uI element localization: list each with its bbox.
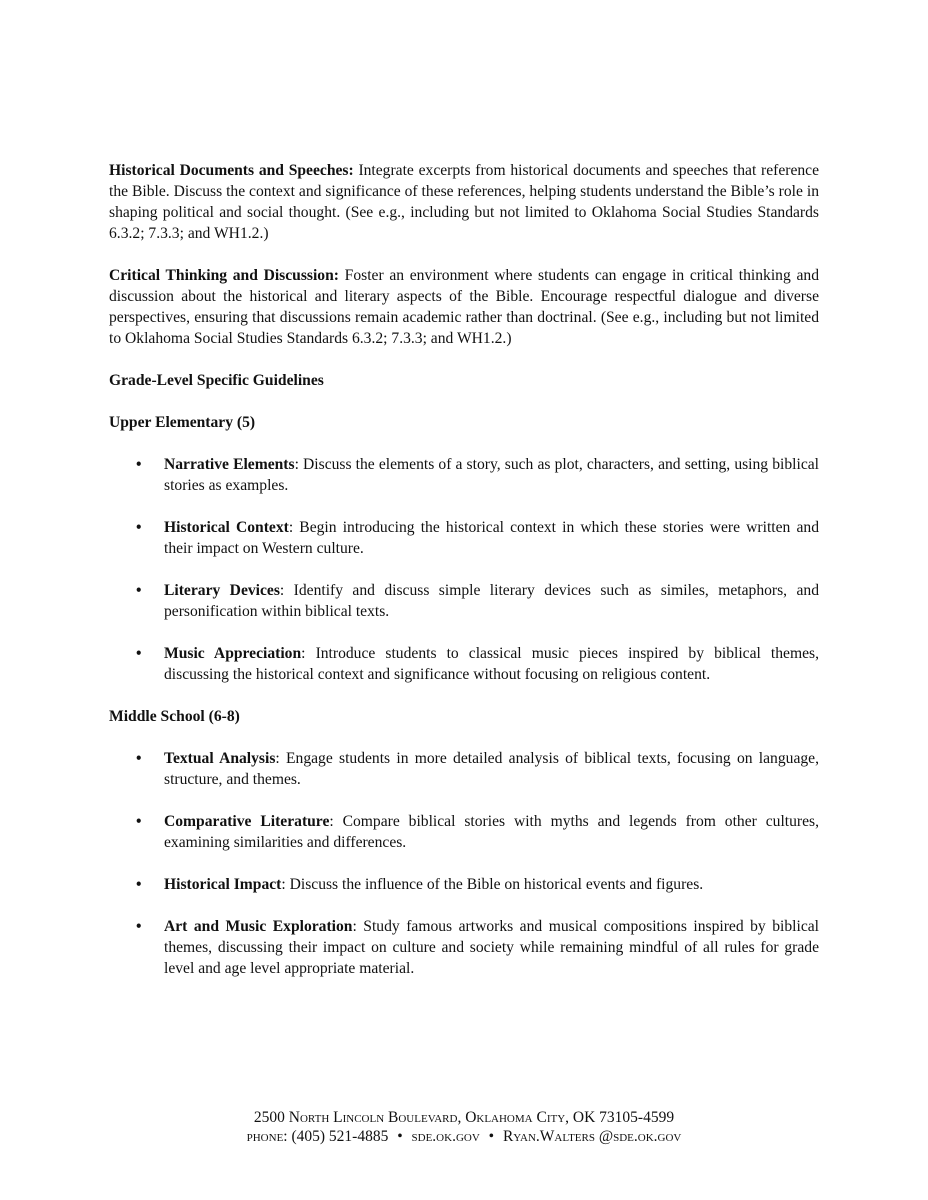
upper-elementary-list [109,454,819,685]
list-item-text: : Discuss the elements of a story, such as plot, characters, and setting, using biblical stories as examples. [164,456,819,494]
list-item-text: : Study famous artworks and musical compositions inspired by biblical themes, discussing their impact on culture and society while remaining mindful of all rules for grade level and age level appropriate material. [164,918,819,977]
list-item-title: Music Appreciation [164,645,302,662]
list-item [109,517,819,559]
footer-website: sde.ok.gov [411,1128,480,1145]
bullet-icon: • [136,813,142,830]
list-item-text: : Identify and discuss simple literary devices such as similes, metaphors, and personification within biblical texts. [164,582,819,620]
list-item-title: Textual Analysis [164,750,276,767]
footer-separator: • [397,1128,403,1145]
list-item [109,811,819,853]
middle-school-heading: Middle School (6-8) [109,708,240,725]
bullet-icon: • [136,918,142,935]
list-item-title: Comparative Literature [164,813,330,830]
critical-thinking-title: Critical Thinking and Discussion: [109,267,339,284]
list-item-title: Literary Devices [164,582,280,599]
list-item [109,874,819,895]
list-item-title: Historical Context [164,519,289,536]
critical-thinking-text: Foster an environment where students can engage in critical thinking and discussion about the historical and literary aspects of the Bible. Encourage respectful dialogue and diverse perspectives, ensuring that discussions remain academic rather than doctrinal. (See e.g., including but not limited to Oklahoma Social Studies Standards 6.3.2; 7.3.3; and WH1.2.) [109,267,819,347]
list-item-title: Art and Music Exploration [164,918,353,935]
letterhead-footer [0,1108,928,1146]
bullet-icon: • [136,456,142,473]
list-item-text: : Engage students in more detailed analysis of biblical texts, focusing on language, structure, and themes. [164,750,819,788]
footer-address: 2500 North Lincoln Boulevard, Oklahoma City, OK 73105-4599 [253,1109,675,1126]
middle-school-list [109,748,819,979]
footer-separator: • [488,1128,495,1145]
list-item [109,580,819,622]
bullet-icon: • [136,582,142,599]
list-item [109,748,819,790]
list-item-text: : Begin introducing the historical context in which these stories were written and their impact on Western culture. [164,519,820,557]
list-item [109,916,819,979]
critical-thinking-paragraph [109,265,819,349]
footer-contact-line [0,1127,928,1146]
grade-level-heading: Grade-Level Specific Guidelines [109,372,324,389]
document-body [109,160,819,1000]
upper-elementary-heading: Upper Elementary (5) [109,414,256,431]
footer-email: Ryan.Walters @sde.ok.gov [502,1128,682,1145]
list-item-title: Historical Impact [164,876,282,893]
list-item-text: : Compare biblical stories with myths and legends from other cultures, examining similarities and differences. [164,813,819,851]
bullet-icon: • [136,876,142,893]
bullet-icon: • [136,750,142,767]
footer-phone: phone: (405) 521-4885 [246,1128,389,1145]
list-item-text: : Introduce students to classical music pieces inspired by biblical themes, discussing the historical context and significance without focusing on religious content. [164,645,819,683]
list-item-text: : Discuss the influence of the Bible on historical events and figures. [281,876,704,893]
list-item [109,643,819,685]
historical-documents-text: Integrate excerpts from historical documents and speeches that reference the Bible. Discuss the context and significance of these references, helping students understand the Bible’s role in shaping political and social thought. (See e.g., including but not limited to Oklahoma Social Studies Standards 6.3.2; 7.3.3; and WH1.2.) [109,162,820,242]
bullet-icon: • [136,519,142,536]
historical-documents-paragraph [109,160,819,244]
historical-documents-title: Historical Documents and Speeches: [109,162,354,179]
list-item-title: Narrative Elements [164,456,295,473]
list-item [109,454,819,496]
bullet-icon: • [136,645,142,662]
